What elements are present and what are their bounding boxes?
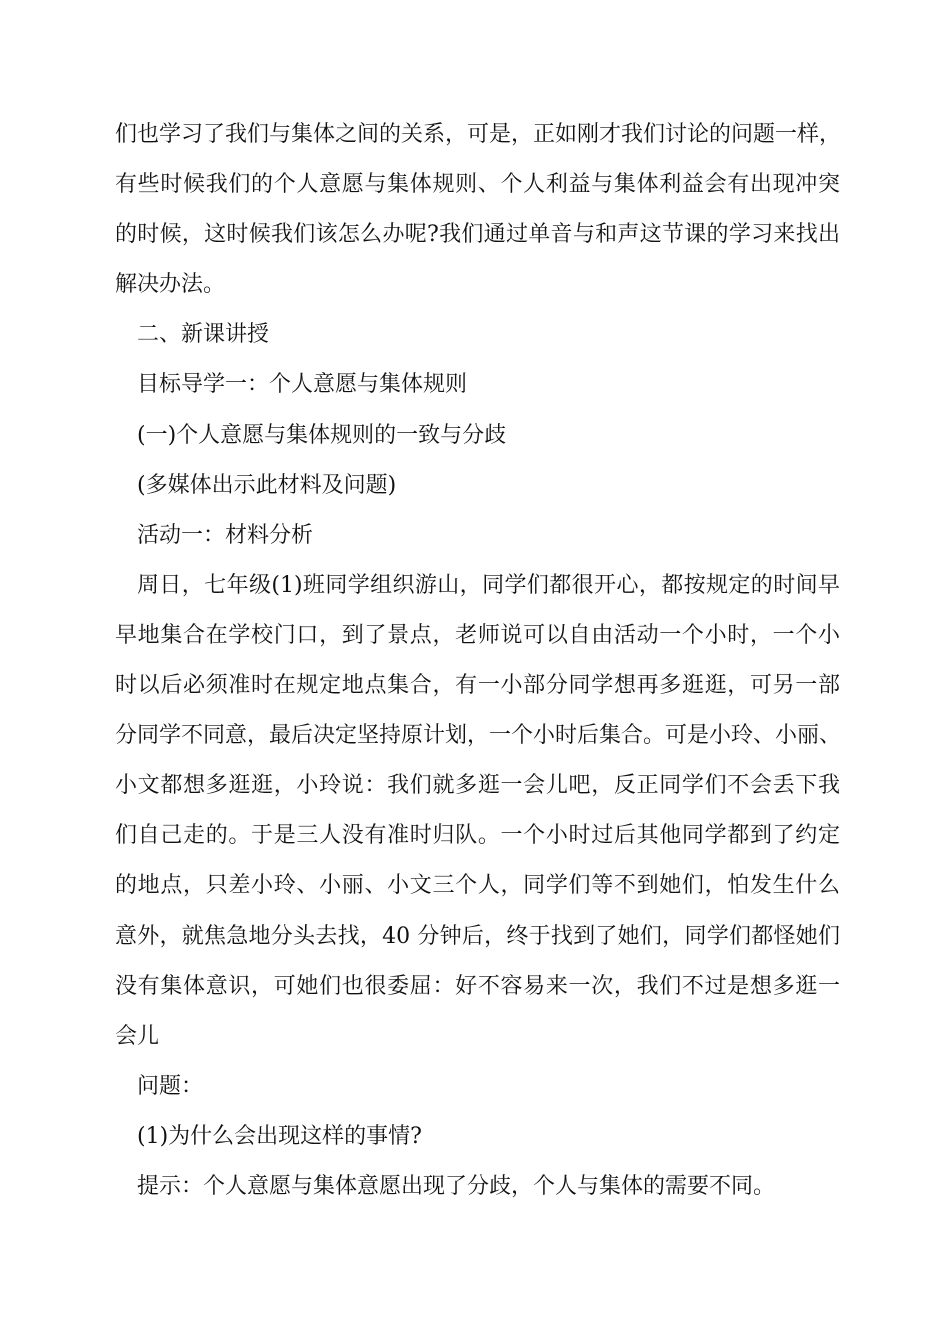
activity-heading: 活动一：材料分析 <box>137 522 314 548</box>
document-body <box>115 110 840 1212</box>
paragraph-line: 的地点，只差小玲、小丽、小文三个人，同学们等不到她们，怕发生什么 <box>115 873 840 899</box>
paragraph-line: 时以后必须准时在规定地点集合，有一小部分同学想再多逛逛，可另一部 <box>115 673 840 699</box>
question-heading: 问题： <box>137 1073 204 1099</box>
paragraph-line: 分同学不同意，最后决定坚持原计划，一个小时后集合。可是小玲、小丽、 <box>115 723 842 749</box>
paragraph-line: 们也学习了我们与集体之间的关系，可是，正如刚才我们讨论的问题一样， <box>115 122 842 147</box>
paragraph-line: 周日，七年级(1)班同学组织游山，同学们都很开心，都按规定的时间早 <box>137 572 840 598</box>
paragraph-line: 意外，就焦急地分头去找，40 分钟后，终于找到了她们，同学们都怪她们 <box>115 923 840 949</box>
instruction-note: (多媒体出示此材料及问题) <box>137 472 397 498</box>
paragraph-line: 们自己走的。于是三人没有准时归队。一个小时过后其他同学都到了约定 <box>115 823 840 849</box>
paragraph-line: 的时候，这时候我们该怎么办呢?我们通过单音与和声这节课的学习来找出 <box>115 222 840 248</box>
question-item: (1)为什么会出现这样的事情? <box>137 1123 422 1149</box>
hint-text: 提示：个人意愿与集体意愿出现了分歧，个人与集体的需要不同。 <box>137 1173 776 1199</box>
paragraph-line: 小文都想多逛逛，小玲说：我们就多逛一会儿吧，反正同学们不会丢下我 <box>115 773 840 799</box>
subsection-heading: (一)个人意愿与集体规则的一致与分歧 <box>137 422 507 448</box>
paragraph-line: 会儿 <box>115 1023 160 1049</box>
paragraph-line: 早地集合在学校门口，到了景点，老师说可以自由活动一个小时，一个小 <box>115 622 840 648</box>
subsection-heading: 目标导学一：个人意愿与集体规则 <box>137 372 468 398</box>
paragraph-line: 解决办法。 <box>115 272 226 298</box>
paragraph-line: 有些时候我们的个人意愿与集体规则、个人利益与集体利益会有出现冲突 <box>115 172 840 198</box>
paragraph-line: 没有集体意识，可她们也很委屈：好不容易来一次，我们不过是想多逛一 <box>115 973 840 999</box>
section-heading: 二、新课讲授 <box>137 322 270 348</box>
